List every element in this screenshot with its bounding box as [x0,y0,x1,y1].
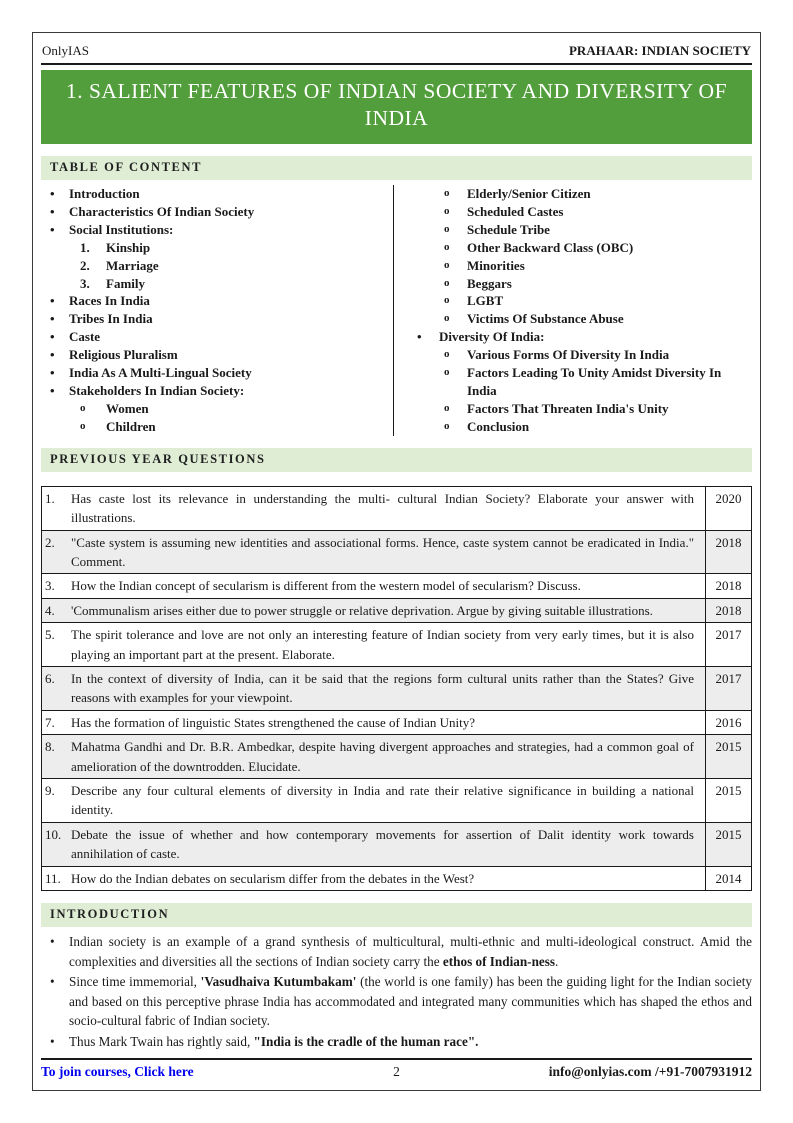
chapter-title-banner [41,70,752,144]
toc-item [41,292,393,310]
toc-item [394,328,752,346]
introduction-bullets [41,931,752,1052]
circle-marker: o [444,348,450,361]
pyq-row [42,486,752,530]
question-text: Has the formation of linguistic States strengthened the cause of Indian Unity? [71,714,475,730]
intro-bullet-text: Thus Mark Twain has rightly said, "India is the cradle of the human race". [69,1033,479,1049]
year-cell: 2018 [706,574,752,598]
question-cell [42,666,706,710]
toc-item [41,346,393,364]
document-footer [41,1058,752,1080]
section-header-toc: TABLE OF CONTENT [41,156,752,180]
circle-marker: o [444,401,450,414]
bullet-marker: • [417,329,422,345]
circle-marker: o [444,258,450,271]
toc-item [394,221,752,239]
toc-item-label: Kinship [106,239,151,255]
question-number: 9. [45,782,55,798]
toc-item [394,364,752,400]
toc-item-label: Victims Of Substance Abuse [467,311,624,327]
year-cell: 2018 [706,598,752,622]
question-number: 1. [45,490,55,506]
question-cell [42,866,706,890]
toc-item [41,203,393,221]
circle-marker: o [444,366,450,379]
question-text: The spirit tolerance and love are not only an interesting feature of Indian society from very early times, but it is also playing an important part at the present. Elaborate. [71,627,694,662]
toc-item [41,221,393,239]
toc-item-label: Marriage [106,257,159,273]
year-cell: 2015 [706,735,752,779]
number-marker: 2. [80,257,90,273]
toc-item-label: Elderly/Senior Citizen [467,186,591,201]
toc-item-label: Scheduled Castes [467,203,564,219]
toc-item [41,328,393,346]
question-number: 2. [45,534,55,550]
toc-item [394,257,752,275]
question-cell [42,735,706,779]
intro-bullet [41,972,752,1031]
toc-item-label: Beggars [467,275,512,291]
question-text: In the context of diversity of India, can it be said that the regions form cultural units rather than the States? Give reasons with examples for your viewpoint. [71,670,694,706]
question-text: Mahatma Gandhi and Dr. B.R. Ambedkar, despite having divergent approaches and strategies, had a common goal of amelioration of the downtrodden. Elucidate. [71,739,694,774]
question-cell [42,574,706,598]
intro-bullet-text: Indian society is an example of a grand synthesis of multicultural, multi-ethnic and multi-ideological construct. Amid the complexities and diversities all the sections of Indian society carry the ethos of Indian-ness. [69,934,752,969]
question-number: 4. [45,602,55,618]
table-of-content [41,185,752,436]
bullet-marker: • [50,382,55,398]
chapter-title: 1. SALIENT FEATURES OF INDIAN SOCIETY AND DIVERSITY OF INDIA [65,79,728,130]
toc-item-label: Schedule Tribe [467,221,550,237]
circle-marker: o [444,187,450,199]
question-number: 11. [45,870,61,886]
bullet-marker: • [50,311,55,327]
toc-item [41,275,393,293]
circle-marker: o [444,204,450,217]
toc-item [41,382,393,400]
previous-year-questions-table [41,486,752,891]
toc-right-column [393,185,752,436]
year-cell: 2015 [706,778,752,822]
question-text: How the Indian concept of secularism is different from the western model of secularism? Discuss. [71,578,581,594]
bullet-marker: • [50,974,55,990]
circle-marker: o [444,294,450,307]
question-text: How do the Indian debates on secularism differ from the debates in the West? [71,870,475,886]
toc-item [394,275,752,293]
bullet-marker: • [50,186,55,201]
year-cell: 2017 [706,623,752,667]
join-courses-link[interactable]: To join courses, Click here [41,1064,194,1079]
pyq-row [42,866,752,890]
toc-item-label: Tribes In India [69,311,153,327]
bullet-marker: • [50,365,55,381]
question-text: 'Communalism arises either due to power struggle or relative deprivation. Argue by giving suitable illustrations. [71,602,653,618]
toc-item [41,418,393,436]
toc-item-label: Women [106,400,149,416]
circle-marker: o [444,312,450,325]
section-header-introduction: INTRODUCTION [41,903,752,927]
toc-item [41,310,393,328]
question-number: 10. [45,826,62,842]
year-cell: 2016 [706,710,752,734]
toc-item-label: LGBT [467,293,504,309]
toc-item [41,364,393,382]
toc-item-label: Stakeholders In Indian Society: [69,382,245,398]
brand-name: OnlyIAS [42,43,89,58]
toc-item [394,292,752,310]
circle-marker: o [444,222,450,235]
year-cell: 2020 [706,486,752,530]
toc-item [394,203,752,221]
question-number: 6. [45,670,55,686]
circle-marker: o [80,419,86,432]
toc-item-label: India As A Multi-Lingual Society [69,365,252,381]
question-cell [42,530,706,574]
pyq-row [42,710,752,734]
page-number: 2 [393,1064,400,1079]
toc-item [394,310,752,328]
bullet-marker: • [50,329,55,345]
toc-item [394,400,752,418]
number-marker: 1. [80,239,90,255]
document-header [41,41,752,65]
page-border-frame [32,32,761,1091]
pyq-row [42,598,752,622]
toc-item [41,239,393,257]
toc-item-label: Characteristics Of Indian Society [69,203,255,219]
pyq-row [42,778,752,822]
pyq-row [42,822,752,866]
year-cell: 2017 [706,666,752,710]
bullet-marker: • [50,1033,55,1049]
question-cell [42,710,706,734]
header-series-title: PRAHAAR: INDIAN SOCIETY [568,43,751,58]
bullet-marker: • [50,293,55,309]
circle-marker: o [80,401,86,414]
toc-item [41,400,393,418]
circle-marker: o [444,240,450,253]
question-number: 7. [45,714,55,730]
pyq-row [42,530,752,574]
toc-item-label: Family [106,275,145,291]
toc-item [394,346,752,364]
toc-item-label: Factors Leading To Unity Amidst Diversity In India [467,365,722,398]
question-text: Describe any four cultural elements of diversity in India and rate their relative significance in building a national identity. [71,782,694,818]
toc-item-label: Races In India [69,293,150,309]
pyq-row [42,735,752,779]
pyq-row [42,623,752,667]
circle-marker: o [444,419,450,432]
question-text: Debate the issue of whether and how contemporary movements for assertion of Dalit identity work towards annihilation of caste. [71,826,694,862]
toc-item-label: Introduction [69,186,140,201]
toc-item [394,239,752,257]
toc-item-label: Conclusion [467,418,530,434]
toc-item-label: Minorities [467,257,525,273]
toc-item-label: Religious Pluralism [69,347,178,363]
circle-marker: o [444,276,450,289]
year-cell: 2014 [706,866,752,890]
question-number: 5. [45,627,55,643]
toc-item [394,418,752,436]
toc-item-label: Social Institutions: [69,221,174,237]
question-cell [42,822,706,866]
year-cell: 2015 [706,822,752,866]
toc-item [41,257,393,275]
year-cell: 2018 [706,530,752,574]
pyq-row [42,574,752,598]
toc-item-label: Diversity Of India: [439,329,545,345]
toc-item [394,185,752,203]
question-number: 8. [45,739,55,755]
toc-item-label: Caste [69,329,101,345]
contact-info: info@onlyias.com /+91-7007931912 [548,1064,752,1079]
question-cell [42,598,706,622]
pyq-row [42,666,752,710]
question-cell [42,486,706,530]
intro-bullet [41,1032,752,1052]
toc-item-label: Children [106,418,156,434]
section-header-pyq: PREVIOUS YEAR QUESTIONS [41,448,752,472]
question-text: Has caste lost its relevance in understanding the multi- cultural Indian Society? Elaborate your answer with illustrations. [71,490,694,526]
bullet-marker: • [50,221,55,237]
question-cell [42,778,706,822]
toc-item-label: Other Backward Class (OBC) [467,239,634,255]
toc-item-label: Factors That Threaten India's Unity [467,400,669,416]
bullet-marker: • [50,347,55,363]
question-number: 3. [45,578,55,594]
intro-bullet-text: Since time immemorial, 'Vasudhaiva Kutumbakam' (the world is one family) has been the guiding light for the Indian society and based on this perceptive phrase India has accommodated and integrated many communities which has shaped the ethos and socio-cultural fabric of Indian society. [69,974,752,1029]
question-cell [42,623,706,667]
intro-bullet [41,932,752,971]
toc-item-label: Various Forms Of Diversity In India [467,347,670,363]
bullet-marker: • [50,203,55,219]
bullet-marker: • [50,934,55,949]
toc-left-column [41,185,393,436]
number-marker: 3. [80,275,90,291]
question-text: "Caste system is assuming new identities and associational forms. Hence, caste system cannot be eradicated in India." Comment. [71,534,694,569]
toc-item [41,185,393,203]
